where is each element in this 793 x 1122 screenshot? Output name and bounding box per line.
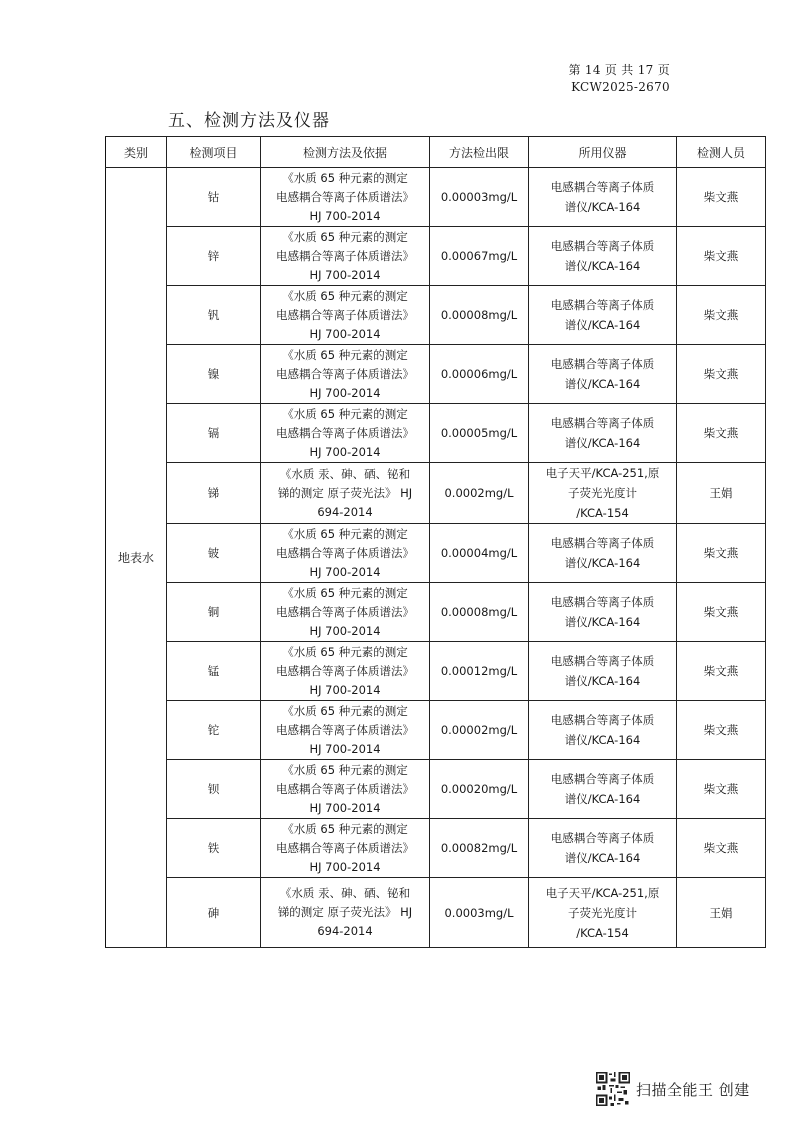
limit-cell: 0.0003mg/L [430,878,529,948]
instrument-line: 电感耦合等离子体质 [550,357,655,371]
table-header-row [106,137,766,168]
method-cell [261,404,430,463]
instrument-line: 电感耦合等离子体质 [550,831,655,845]
method-line: 电感耦合等离子体质谱法》 [276,604,414,619]
instrument-line: 电感耦合等离子体质 [550,713,655,727]
instrument-line: 谱仪/KCA-164 [564,792,641,806]
instrument-cell [529,286,677,345]
method-line: 电感耦合等离子体质谱法》 [276,248,414,263]
method-cell [261,286,430,345]
method-line: HJ 700-2014 [309,623,381,638]
method-cell [261,227,430,286]
method-line: 电感耦合等离子体质谱法》 [276,366,414,381]
instrument-line: 谱仪/KCA-164 [564,615,641,629]
method-line: HJ 700-2014 [309,267,381,282]
limit-cell: 0.00003mg/L [430,168,529,227]
instrument-line: 电感耦合等离子体质 [550,298,655,312]
header-item: 检测项目 [167,137,261,168]
analyst-cell: 柴文燕 [677,168,766,227]
limit-cell: 0.00002mg/L [430,701,529,760]
page-header [568,62,670,96]
item-cell: 铁 [167,819,261,878]
item-cell: 钴 [167,168,261,227]
instrument-line: 电感耦合等离子体质 [550,416,655,430]
table-row [106,227,766,286]
item-cell: 铊 [167,701,261,760]
method-cell [261,168,430,227]
method-line: 《水质 65 种元素的测定 [282,406,408,421]
instrument-cell [529,819,677,878]
instrument-cell [529,227,677,286]
method-line: HJ 700-2014 [309,564,381,579]
method-line: 《水质 65 种元素的测定 [282,821,408,836]
method-line: 《水质 65 种元素的测定 [282,229,408,244]
table-body [106,168,766,948]
analyst-cell: 柴文燕 [677,404,766,463]
method-line: HJ 700-2014 [309,208,381,223]
method-line: 《水质 65 种元素的测定 [282,585,408,600]
limit-cell: 0.00012mg/L [430,642,529,701]
instrument-line: 电感耦合等离子体质 [550,180,655,194]
instrument-cell [529,760,677,819]
method-line: HJ 700-2014 [309,859,381,874]
method-line: 电感耦合等离子体质谱法》 [276,781,414,796]
method-line: 锑的测定 原子荧光法》 HJ [277,905,413,919]
method-line: HJ 700-2014 [309,385,381,400]
scanner-watermark [596,1072,750,1106]
page-number: 第 14 页 共 17 页 [568,63,670,77]
qr-code-icon [596,1072,630,1106]
method-line: 电感耦合等离子体质谱法》 [276,663,414,678]
instrument-line: 电感耦合等离子体质 [550,772,655,786]
instrument-line: 谱仪/KCA-164 [564,733,641,747]
instrument-line: /KCA-154 [576,506,629,520]
item-cell: 钡 [167,760,261,819]
limit-cell: 0.00008mg/L [430,583,529,642]
instrument-line: 电感耦合等离子体质 [550,595,655,609]
item-cell: 砷 [167,878,261,948]
method-cell [261,345,430,404]
category-cell: 地表水 [106,168,167,948]
instrument-line: 谱仪/KCA-164 [564,556,641,570]
table-row [106,642,766,701]
instrument-line: 电感耦合等离子体质 [550,536,655,550]
method-line: 锑的测定 原子荧光法》 HJ [277,485,413,500]
instrument-line: 电感耦合等离子体质 [550,239,655,253]
analyst-cell: 王娟 [677,878,766,948]
item-cell: 镍 [167,345,261,404]
method-line: 电感耦合等离子体质谱法》 [276,425,414,440]
table-row [106,878,766,948]
method-line: HJ 700-2014 [309,682,381,697]
method-cell [261,583,430,642]
method-cell [261,524,430,583]
instrument-line: 子荧光光度计 [568,486,637,500]
method-line: 《水质 65 种元素的测定 [282,288,408,303]
instrument-line: 电感耦合等离子体质 [550,654,655,668]
method-cell [261,701,430,760]
instrument-line: 电子天平/KCA-251,原 [545,466,660,480]
limit-cell: 0.00067mg/L [430,227,529,286]
instrument-line: 谱仪/KCA-164 [564,318,641,332]
method-line: 694-2014 [317,924,373,938]
limit-cell: 0.00006mg/L [430,345,529,404]
header-method: 检测方法及依据 [261,137,430,168]
instrument-line: 谱仪/KCA-164 [564,436,641,450]
table-row [106,168,766,227]
method-line: 《水质 65 种元素的测定 [282,762,408,777]
limit-cell: 0.00008mg/L [430,286,529,345]
limit-cell: 0.00005mg/L [430,404,529,463]
method-cell [261,463,430,524]
item-cell: 铜 [167,583,261,642]
analyst-cell: 柴文燕 [677,583,766,642]
table-row [106,463,766,524]
brand-text: 扫描全能王 创建 [636,1080,750,1099]
instrument-line: /KCA-154 [576,925,629,940]
instrument-line: 谱仪/KCA-164 [564,200,641,214]
item-cell: 铍 [167,524,261,583]
table-row [106,819,766,878]
table-container [105,136,745,956]
limit-cell: 0.00020mg/L [430,760,529,819]
analyst-cell: 柴文燕 [677,819,766,878]
instrument-cell [529,345,677,404]
table-row [106,404,766,463]
method-line: 《水质 汞、砷、硒、铋和 [279,886,411,900]
method-line: 《水质 65 种元素的测定 [282,170,408,185]
method-line: HJ 700-2014 [309,444,381,459]
header-instrument: 所用仪器 [529,137,677,168]
method-line: 电感耦合等离子体质谱法》 [276,545,414,560]
method-line: 《水质 65 种元素的测定 [282,644,408,659]
instrument-cell [529,524,677,583]
table-row [106,760,766,819]
table-row [106,583,766,642]
table-row [106,286,766,345]
instrument-cell [529,878,677,948]
method-line: 电感耦合等离子体质谱法》 [276,722,414,737]
table-row [106,524,766,583]
instrument-cell [529,642,677,701]
analyst-cell: 王娟 [677,463,766,524]
limit-cell: 0.00004mg/L [430,524,529,583]
instrument-cell [529,404,677,463]
analyst-cell: 柴文燕 [677,286,766,345]
method-line: HJ 700-2014 [309,800,381,815]
table-row [106,345,766,404]
analyst-cell: 柴文燕 [677,642,766,701]
item-cell: 锌 [167,227,261,286]
analyst-cell: 柴文燕 [677,524,766,583]
method-cell [261,760,430,819]
method-line: 《水质 汞、砷、硒、铋和 [279,466,411,481]
method-line: 《水质 65 种元素的测定 [282,703,408,718]
header-analyst: 检测人员 [677,137,766,168]
method-cell [261,642,430,701]
method-line: 电感耦合等离子体质谱法》 [276,307,414,322]
analyst-cell: 柴文燕 [677,701,766,760]
instrument-cell [529,701,677,760]
limit-cell: 0.0002mg/L [430,463,529,524]
method-line: 《水质 65 种元素的测定 [282,347,408,362]
analyst-cell: 柴文燕 [677,760,766,819]
method-line: 《水质 65 种元素的测定 [282,526,408,541]
item-cell: 锑 [167,463,261,524]
item-cell: 钒 [167,286,261,345]
method-cell [261,878,430,948]
methods-table [105,136,766,948]
method-line: HJ 700-2014 [309,326,381,341]
instrument-line: 子荧光光度计 [568,905,637,920]
report-number: KCW2025-2670 [571,80,670,94]
method-line: 694-2014 [317,504,373,519]
method-cell [261,819,430,878]
instrument-line: 谱仪/KCA-164 [564,674,641,688]
header-limit: 方法检出限 [430,137,529,168]
item-cell: 镉 [167,404,261,463]
item-cell: 锰 [167,642,261,701]
method-line: HJ 700-2014 [309,741,381,756]
instrument-cell [529,463,677,524]
instrument-line: 电子天平/KCA-251,原 [545,885,660,900]
instrument-line: 谱仪/KCA-164 [564,377,641,391]
instrument-line: 谱仪/KCA-164 [564,259,641,273]
section-title: 五、检测方法及仪器 [168,111,330,131]
method-line: 电感耦合等离子体质谱法》 [276,840,414,855]
header-category: 类别 [106,137,167,168]
instrument-cell [529,583,677,642]
analyst-cell: 柴文燕 [677,345,766,404]
table-row [106,701,766,760]
analyst-cell: 柴文燕 [677,227,766,286]
instrument-cell [529,168,677,227]
limit-cell: 0.00082mg/L [430,819,529,878]
method-line: 电感耦合等离子体质谱法》 [276,189,414,204]
instrument-line: 谱仪/KCA-164 [564,851,641,865]
